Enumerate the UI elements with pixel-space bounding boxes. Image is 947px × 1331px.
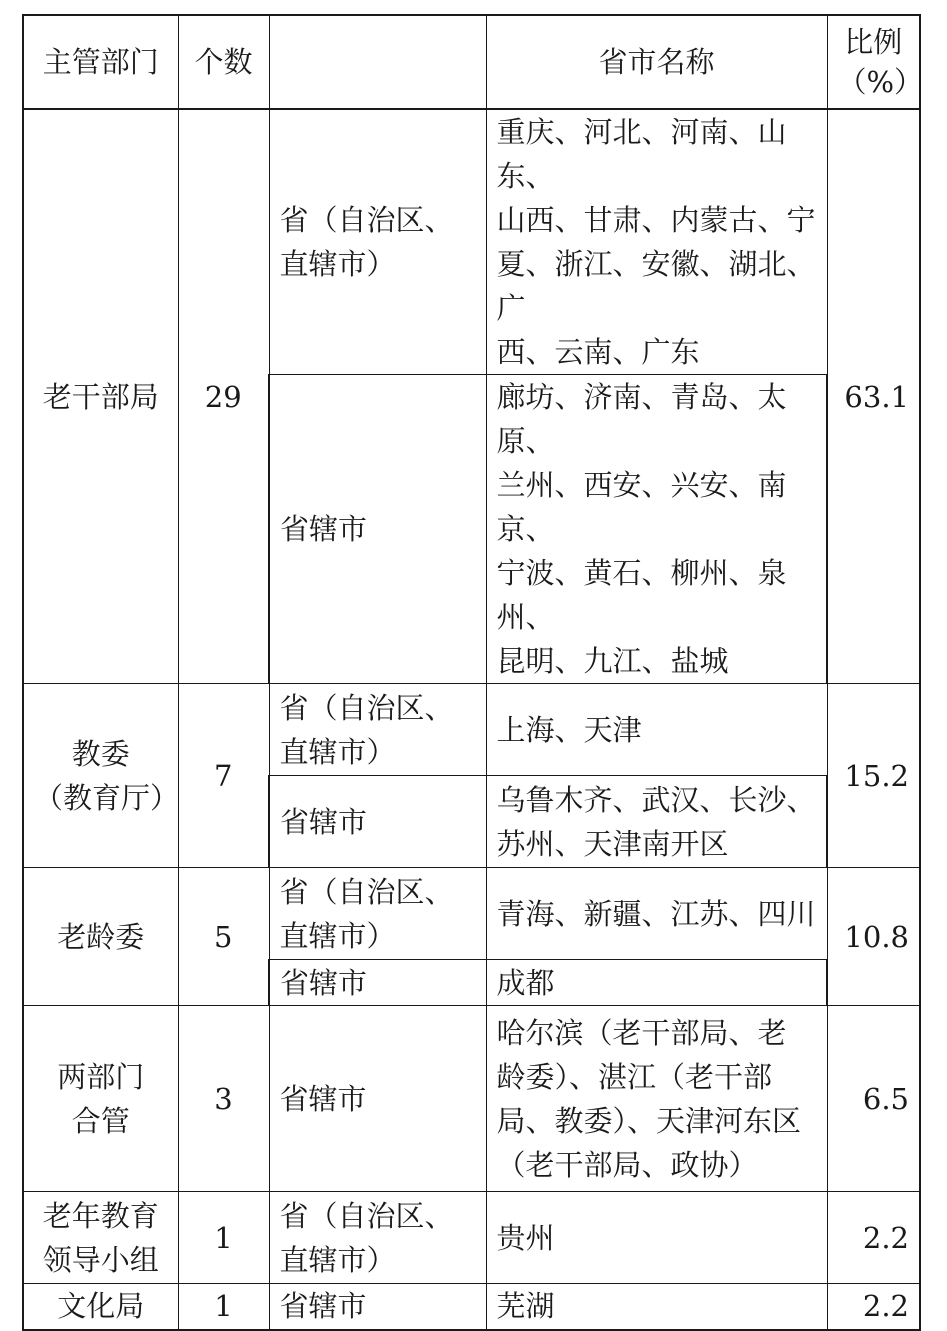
ratio-cell: 2.2 xyxy=(827,1192,920,1284)
ratio-cell: 15.2 xyxy=(827,684,920,868)
names-cell xyxy=(486,776,827,868)
header-ratio-line1: 比例 xyxy=(844,25,903,59)
count-cell: 1 xyxy=(178,1192,269,1284)
names-cell xyxy=(486,960,827,1006)
count-cell: 5 xyxy=(178,868,269,1006)
count-cell: 29 xyxy=(178,109,269,684)
dept-line: 老年教育 xyxy=(42,1198,159,1233)
level-line: 省辖市 xyxy=(279,1081,367,1116)
names-line: 西、云南、广东 xyxy=(496,335,700,369)
header-ratio xyxy=(827,15,924,109)
table-row xyxy=(23,109,920,375)
ratio-cell: 10.8 xyxy=(827,868,920,1006)
table-row xyxy=(23,1284,920,1330)
names-line: 夏、浙江、安徽、湖北、广 xyxy=(496,247,816,325)
level-cell xyxy=(269,776,486,868)
level-line: 省辖市 xyxy=(279,1289,367,1324)
dept-line: 文化局 xyxy=(57,1289,145,1324)
header-ratio-line2: （%） xyxy=(837,65,924,99)
names-line: 哈尔滨（老干部局、老 xyxy=(496,1015,787,1050)
department-table xyxy=(22,14,924,1331)
level-cell xyxy=(269,375,486,684)
names-line: 苏州、天津南开区 xyxy=(496,826,729,861)
ratio-cell: 6.5 xyxy=(827,1006,920,1192)
names-line: 重庆、河北、河南、山东、 xyxy=(496,115,787,193)
level-line: 直辖市） xyxy=(279,247,396,281)
table-row xyxy=(23,684,920,776)
names-line: 乌鲁木齐、武汉、长沙、 xyxy=(496,782,816,817)
level-line: 省（自治区、 xyxy=(279,690,454,725)
header-level xyxy=(269,15,486,109)
names-line: 龄委）、湛江（老干部 xyxy=(496,1059,773,1094)
dept-line: 教委 xyxy=(71,736,130,771)
level-line: 省辖市 xyxy=(280,512,368,546)
count-cell: 1 xyxy=(178,1284,269,1330)
names-cell xyxy=(486,1006,827,1192)
level-line: 省（自治区、 xyxy=(279,874,454,909)
table-row xyxy=(23,1006,920,1192)
names-cell xyxy=(486,868,827,960)
names-cell xyxy=(486,1284,827,1330)
names-cell xyxy=(486,684,827,776)
dept-line: 老龄委 xyxy=(57,919,145,954)
level-line: 直辖市） xyxy=(279,1242,396,1277)
dept-cell xyxy=(23,109,178,684)
level-cell xyxy=(269,1006,486,1192)
level-cell xyxy=(269,684,486,776)
dept-line: 老干部局 xyxy=(42,379,159,414)
dept-line: 两部门 xyxy=(57,1059,145,1094)
names-line: （老干部局、政协） xyxy=(496,1147,758,1182)
names-line: 山西、甘肃、内蒙古、宁 xyxy=(496,203,816,237)
ratio-cell: 2.2 xyxy=(827,1284,920,1330)
level-line: 省（自治区、 xyxy=(279,203,454,237)
dept-line: （教育厅） xyxy=(34,780,180,815)
header-count: 个数 xyxy=(178,15,269,109)
names-line: 青海、新疆、江苏、四川 xyxy=(496,896,816,931)
table-body xyxy=(23,109,920,1330)
level-line: 省辖市 xyxy=(280,965,368,1000)
level-line: 直辖市） xyxy=(279,734,396,769)
names-line: 局、教委）、天津河东区 xyxy=(496,1103,802,1138)
dept-cell xyxy=(23,1006,178,1192)
header-names: 省市名称 xyxy=(486,15,827,109)
names-line: 廊坊、济南、青岛、太原、 xyxy=(496,380,787,458)
names-line: 宁波、黄石、柳州、泉州、 xyxy=(496,556,787,634)
names-line: 芜湖 xyxy=(496,1289,555,1324)
count-cell: 3 xyxy=(178,1006,269,1192)
level-cell xyxy=(269,868,486,960)
level-line: 省（自治区、 xyxy=(279,1198,454,1233)
names-line: 昆明、九江、盐城 xyxy=(496,644,729,678)
names-line: 贵州 xyxy=(496,1220,555,1255)
names-cell xyxy=(486,109,827,375)
names-cell xyxy=(486,1192,827,1284)
names-line: 上海、天津 xyxy=(496,712,642,747)
level-cell xyxy=(269,109,486,375)
header-row xyxy=(23,15,920,109)
level-cell xyxy=(269,960,486,1006)
names-line: 兰州、西安、兴安、南京、 xyxy=(496,468,787,546)
level-line: 省辖市 xyxy=(280,804,368,839)
dept-cell xyxy=(23,684,178,868)
header-dept: 主管部门 xyxy=(23,15,178,109)
table-row xyxy=(23,868,920,960)
dept-cell xyxy=(23,868,178,1006)
level-cell xyxy=(269,1192,486,1284)
dept-cell xyxy=(23,1192,178,1284)
dept-line: 合管 xyxy=(71,1103,130,1138)
table-row xyxy=(23,1192,920,1284)
ratio-cell: 63.1 xyxy=(827,109,920,684)
names-cell xyxy=(486,375,827,684)
dept-line: 领导小组 xyxy=(42,1242,159,1277)
names-line: 成都 xyxy=(496,965,555,1000)
level-cell xyxy=(269,1284,486,1330)
level-line: 直辖市） xyxy=(279,918,396,953)
count-cell: 7 xyxy=(178,684,269,868)
dept-cell xyxy=(23,1284,178,1330)
